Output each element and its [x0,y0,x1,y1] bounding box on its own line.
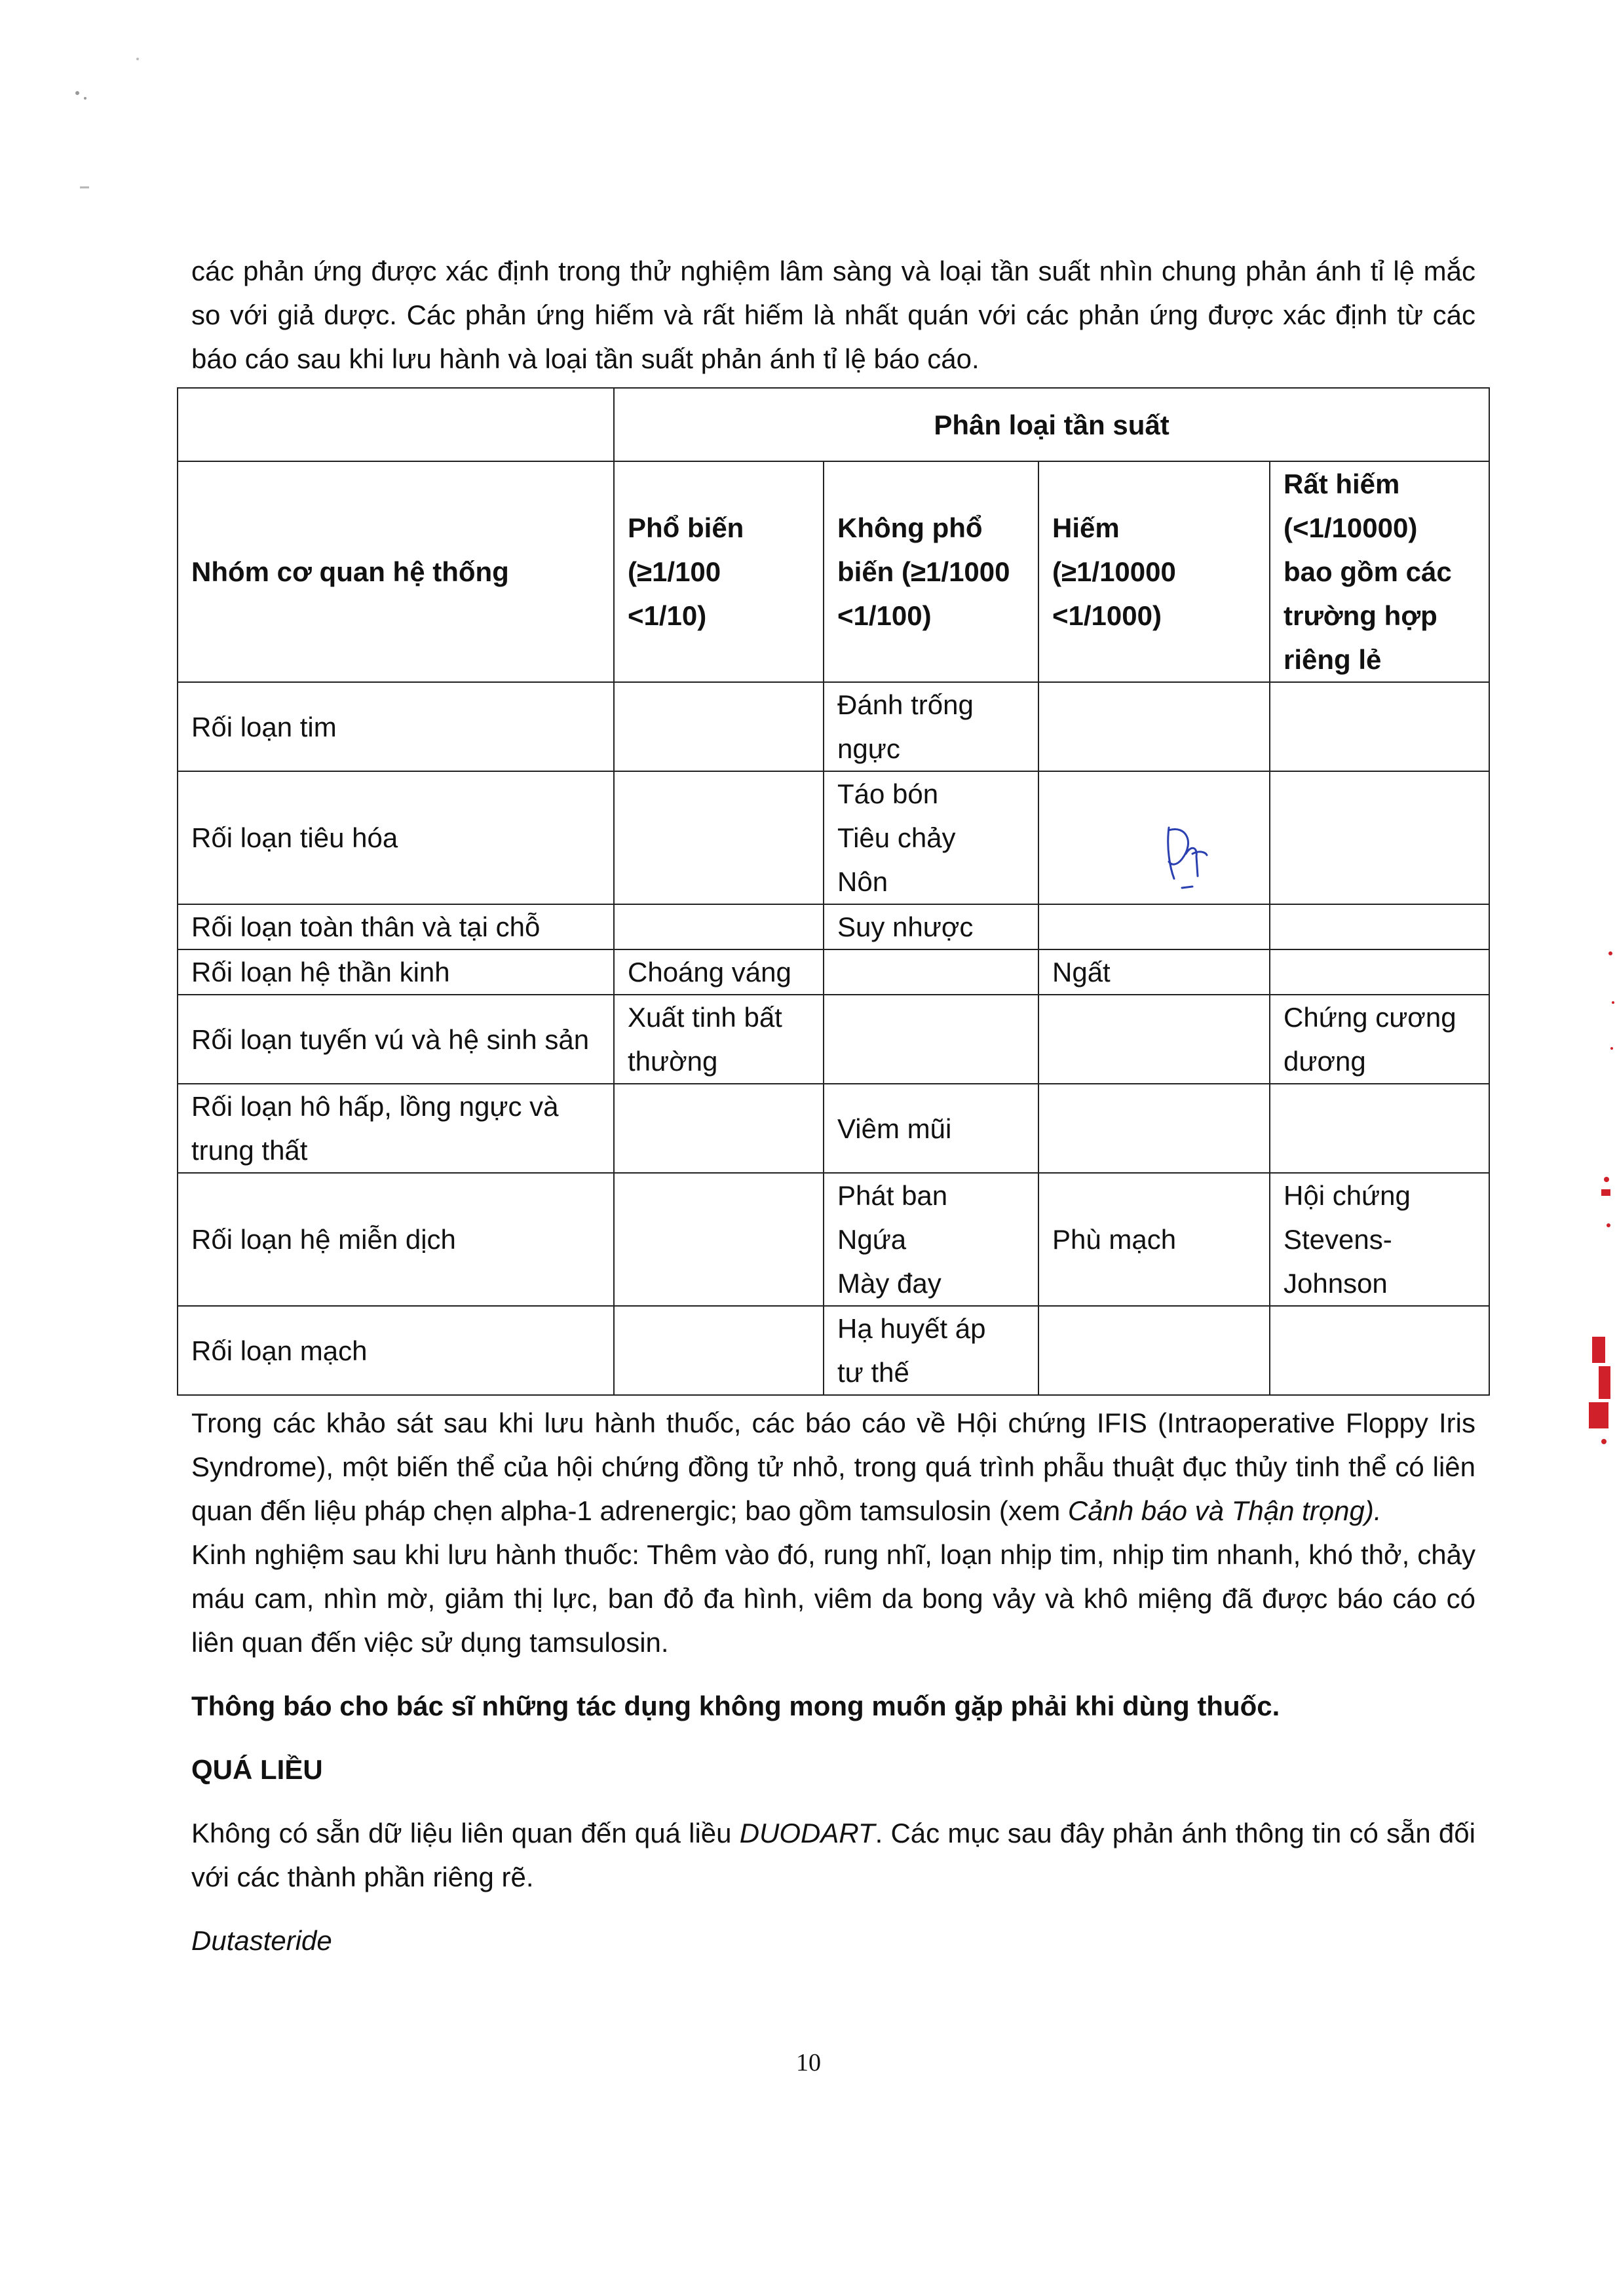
table-row [178,1173,1489,1306]
uncommon-cell: Hạ huyết áp tư thế [824,1306,1038,1395]
very-rare-cell: Hội chứng Stevens- Johnson [1270,1173,1489,1306]
overdose-paragraph [191,1811,1475,1899]
rare-cell [1038,1306,1270,1395]
rare-cell: Ngất [1038,949,1270,995]
handwritten-initials [1160,816,1212,894]
ifis-text: Trong các khảo sát sau khi lưu hành thuốc, các báo cáo về Hội chứng IFIS (Intraoperative Floppy Iris Syndrome), một biến thể của hội chứng đồng tử nhỏ, trong quá trình phẫu thuật đục thủy tinh thể có liên quan đến liệu pháp chẹn alpha-1 adrenergic; bao gồm tamsulosin (xem [191,1407,1475,1526]
common-cell [614,682,824,771]
subheading-dutasteride: Dutasteride [191,1925,332,1956]
very-rare-cell [1270,949,1489,995]
table-row [178,682,1489,771]
common-cell [614,1306,824,1395]
notice-line: Thông báo cho bác sĩ những tác dụng không mong muốn gặp phải khi dùng thuốc. [191,1691,1280,1721]
system-cell: Rối loạn toàn thân và tại chỗ [178,904,614,949]
header-common: Phổ biến (≥1/100 <1/10) [614,461,824,682]
rare-cell [1038,682,1270,771]
very-rare-cell: Chứng cương dương [1270,995,1489,1084]
drug-name: DUODART [739,1818,875,1848]
intro-paragraph: các phản ứng được xác định trong thử nghiệm lâm sàng và loại tần suất nhìn chung phản ánh tỉ lệ mắc so với giả dược. Các phản ứng hiếm và rất hiếm là nhất quán với các phản ứng được xác định từ các báo cáo sau khi lưu hành và loại tần suất phản ánh tỉ lệ báo cáo. [191,256,1475,374]
uncommon-cell: Táo bón Tiêu chảy Nôn [824,771,1038,904]
system-cell: Rối loạn hô hấp, lồng ngực và trung thất [178,1084,614,1173]
table-column-headers [178,461,1489,682]
table-row [178,949,1489,995]
header-system-organ-class: Nhóm cơ quan hệ thống [178,461,614,682]
system-cell: Rối loạn tiêu hóa [178,771,614,904]
common-cell [614,1173,824,1306]
very-rare-cell [1270,1084,1489,1173]
header-empty-cell [178,388,614,461]
table-header-row [178,388,1489,461]
uncommon-cell: Phát ban Ngứa Mày đay [824,1173,1038,1306]
table-row [178,771,1489,904]
system-cell: Rối loạn hệ miễn dịch [178,1173,614,1306]
ifis-paragraph [191,1401,1475,1533]
system-cell: Rối loạn tim [178,682,614,771]
table-row [178,1306,1489,1395]
uncommon-cell: Viêm mũi [824,1084,1038,1173]
page-number: 10 [796,2049,821,2076]
cross-reference: Cảnh báo và Thận trọng). [1067,1495,1382,1526]
very-rare-cell [1270,1306,1489,1395]
postmarketing-paragraph: Kinh nghiệm sau khi lưu hành thuốc: Thêm vào đó, rung nhĩ, loạn nhịp tim, nhịp tim nhanh, khó thở, chảy máu cam, nhìn mờ, giảm thị lực, ban đỏ đa hình, viêm da bong vảy và khô miệng đã được báo cáo có liên quan đến việc sử dụng tamsulosin. [191,1539,1475,1658]
document-body [191,249,1475,1962]
table-row [178,904,1489,949]
rare-cell: Phù mạch [1038,1173,1270,1306]
rare-cell [1038,1084,1270,1173]
uncommon-cell [824,949,1038,995]
system-cell: Rối loạn tuyến vú và hệ sinh sản [178,995,614,1084]
very-rare-cell [1270,682,1489,771]
table-row [178,1084,1489,1173]
uncommon-cell: Đánh trống ngực [824,682,1038,771]
overdose-text-end: . Các mục sau đây phản ánh thông tin có sẵn đối với các thành phần riêng rẽ. [191,1818,1475,1892]
common-cell: Xuất tinh bất thường [614,995,824,1084]
red-stamp-edge [1589,951,1614,1444]
table-row [178,995,1489,1084]
overdose-heading: QUÁ LIỀU [191,1754,323,1785]
header-uncommon: Không phổ biến (≥1/1000 <1/100) [824,461,1038,682]
uncommon-cell: Suy nhược [824,904,1038,949]
frequency-group-header: Phân loại tần suất [614,388,1489,461]
common-cell [614,771,824,904]
rare-cell [1038,995,1270,1084]
very-rare-cell [1270,904,1489,949]
uncommon-cell [824,995,1038,1084]
header-very-rare: Rất hiếm (<1/10000) bao gồm các trường hợp riêng lẻ [1270,461,1489,682]
rare-cell [1038,771,1270,904]
system-cell: Rối loạn mạch [178,1306,614,1395]
very-rare-cell [1270,771,1489,904]
common-cell [614,1084,824,1173]
adverse-reactions-table [177,387,1490,1396]
header-rare: Hiếm (≥1/10000 <1/1000) [1038,461,1270,682]
overdose-text: Không có sẵn dữ liệu liên quan đến quá liều [191,1818,740,1848]
system-cell: Rối loạn hệ thần kinh [178,949,614,995]
rare-cell [1038,904,1270,949]
common-cell [614,904,824,949]
common-cell: Choáng váng [614,949,824,995]
